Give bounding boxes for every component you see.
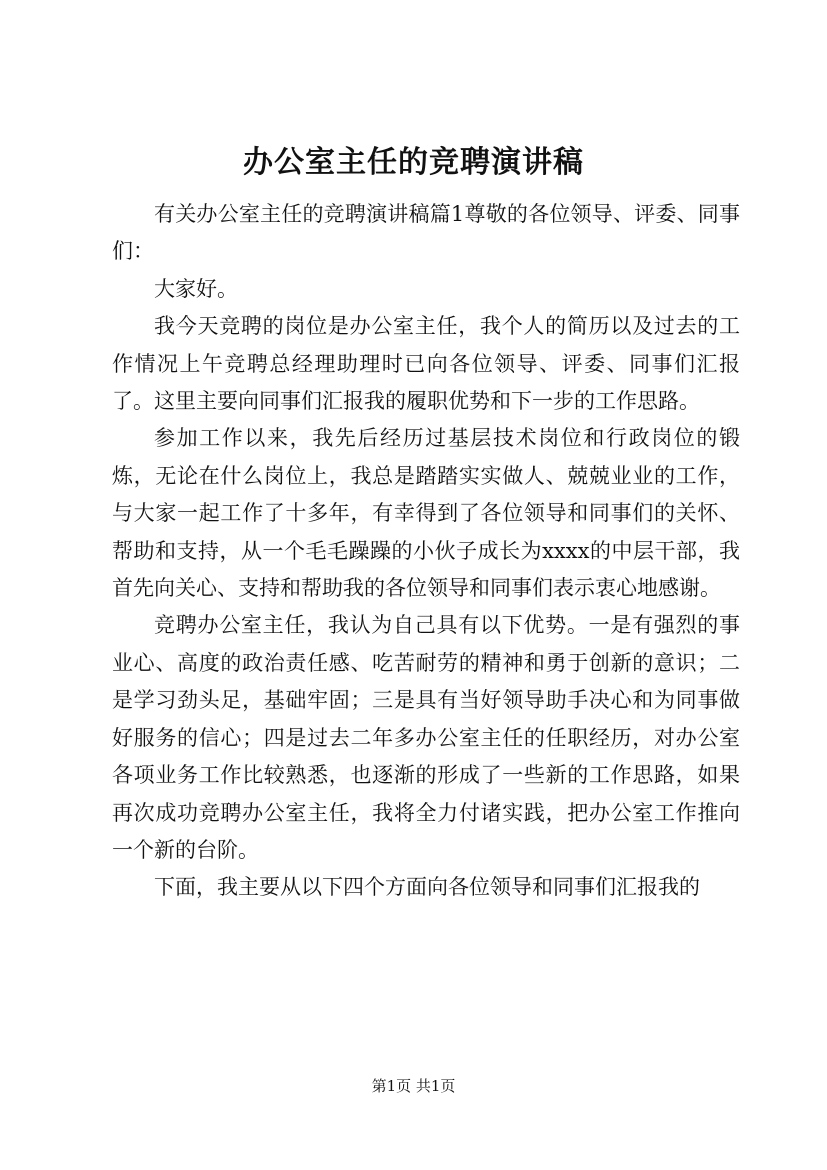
paragraph: 我今天竞聘的岗位是办公室主任，我个人的简历以及过去的工作情况上午竞聘总经理助理时已向各位领导、评委、同事们汇报了。这里主要向同事们汇报我的履职优势和下一步的工作思路。 <box>112 314 740 414</box>
paragraph: 有关办公室主任的竞聘演讲稿篇1尊敬的各位领导、评委、同事们： <box>112 202 740 264</box>
paragraph: 竞聘办公室主任，我认为自己具有以下优势。一是有强烈的事业心、高度的政治责任感、吃苦耐劳的精神和勇于创新的意识；二是学习劲头足，基础牢固；三是具有当好领导助手决心和为同事做好服务的信心；四是过去二年多办公室主任的任职经历，对办公室各项业务工作比较熟悉，也逐渐的形成了一些新的工作思路，如果再次成功竞聘办公室主任，我将全力付诸实践，把办公室工作推向一个新的台阶。 <box>112 613 740 862</box>
page-footer <box>0 1076 827 1096</box>
paragraph: 参加工作以来，我先后经历过基层技术岗位和行政岗位的锻炼，无论在什么岗位上，我总是踏踏实实做人、兢兢业业的工作，与大家一起工作了十多年，有幸得到了各位领导和同事们的关怀、帮助和支持，从一个毛毛躁躁的小伙子成长为xxxx的中层干部，我首先向关心、支持和帮助我的各位领导和同事们表示衷心地感谢。 <box>112 426 740 601</box>
document-title: 办公室主任的竞聘演讲稿 <box>243 145 584 180</box>
page-number: 第1页 共1页 <box>371 1077 456 1095</box>
paragraph: 大家好。 <box>154 276 238 301</box>
paragraph: 下面，我主要从以下四个方面向各位领导和同事们汇报我的 <box>154 875 700 900</box>
document-body <box>112 196 740 907</box>
